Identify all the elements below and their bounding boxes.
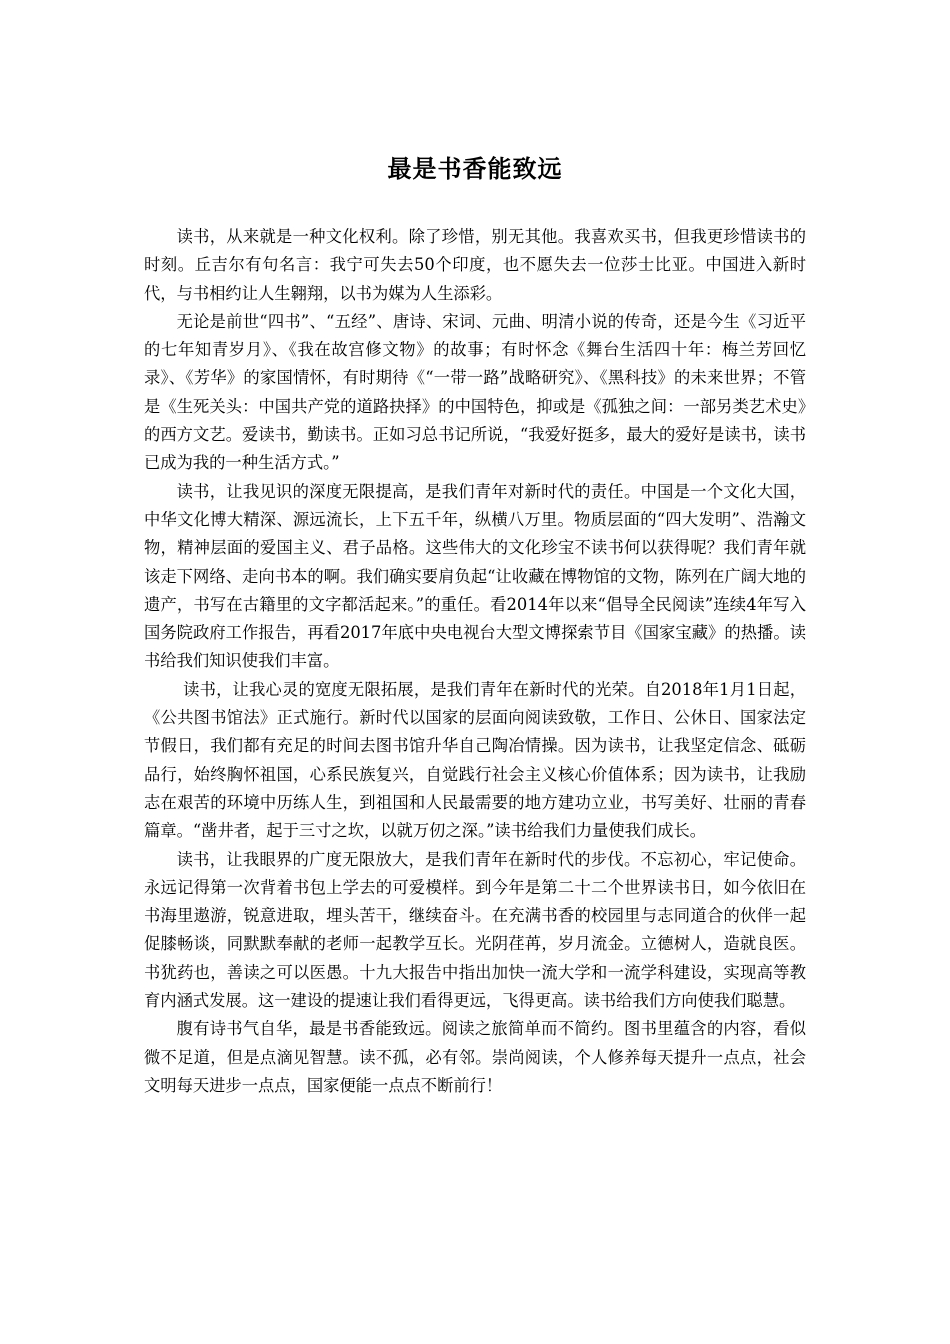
document-body [144,223,806,1100]
document-title: 最是书香能致远 [387,155,563,184]
paragraph-4: 读书，让我心灵的宽度无限拓展，是我们青年在新时代的光荣。自2018年1月1日起，《公共图书馆法》正式施行。新时代以国家的层面向阅读致敬，工作日、公休日、国家法定节假日，我们都有充足的时间去图书馆升华自己陶冶情操。因为读书，让我坚定信念、砥砺品行，始终胸怀祖国，心系民族复兴，自觉践行社会主义核心价值体系；因为读书，让我励志在艰苦的环境中历练人生，到祖国和人民最需要的地方建功立业，书写美好、壮丽的青春篇章。“凿井者，起于三寸之坎，以就万仞之深。”读书给我们力量使我们成长。 [144,679,806,841]
paragraph-6: 腹有诗书气自华，最是书香能致远。阅读之旅简单而不简约。图书里蕴含的内容，看似微不足道，但是点滴见智慧。读不孤，必有邻。崇尚阅读，个人修养每天提升一点点，社会文明每天进步一点点，国家便能一点点不断前行！ [144,1019,806,1095]
paragraph-5: 读书，让我眼界的广度无限放大，是我们青年在新时代的步伐。不忘初心，牢记使命。永远记得第一次背着书包上学去的可爱模样。到今年是第二十二个世界读书日，如今依旧在书海里遨游，锐意进取，埋头苦干，继续奋斗。在充满书香的校园里与志同道合的伙伴一起促膝畅谈，同默默奉献的老师一起教学互长。光阴荏苒，岁月流金。立德树人，造就良医。书犹药也，善读之可以医愚。十九大报告中指出加快一流大学和一流学科建设，实现高等教育内涵式发展。这一建设的提速让我们看得更远，飞得更高。读书给我们方向使我们聪慧。 [144,849,806,1011]
paragraph-3: 读书，让我见识的深度无限提高，是我们青年对新时代的责任。中国是一个文化大国，中华文化博大精深、源远流长，上下五千年，纵横八万里。物质层面的“四大发明”、浩瀚文物，精神层面的爱国主义、君子品格。这些伟大的文化珍宝不读书何以获得呢？我们青年就该走下网络、走向书本的啊。我们确实要肩负起“让收藏在博物馆的文物，陈列在广阔大地的遗产，书写在古籍里的文字都活起来。”的重任。看2014年以来“倡导全民阅读”连续4年写入国务院政府工作报告，再看2017年底中央电视台大型文博探索节目《国家宝藏》的热播。读书给我们知识使我们丰富。 [144,481,806,671]
paragraph-1: 读书，从来就是一种文化权利。除了珍惜，别无其他。我喜欢买书，但我更珍惜读书的时刻。丘吉尔有句名言：我宁可失去50个印度，也不愿失去一位莎士比亚。中国进入新时代，与书相约让人生翱翔，以书为媒为人生添彩。 [144,227,806,303]
paragraph-2: 无论是前世“四书”、“五经”、唐诗、宋词、元曲、明清小说的传奇，还是今生《习近平的七年知青岁月》、《我在故宫修文物》的故事；有时怀念《舞台生活四十年：梅兰芳回忆录》、《芳华》的家国情怀，有时期待《“一带一路”战略研究》、《黑科技》的未来世界；不管是《生死关头：中国共产党的道路抉择》的中国特色，抑或是《孤独之间：一部另类艺术史》的西方文艺。爱读书，勤读书。正如习总书记所说，“我爱好挺多，最大的爱好是读书，读书已成为我的一种生活方式。” [144,311,806,473]
